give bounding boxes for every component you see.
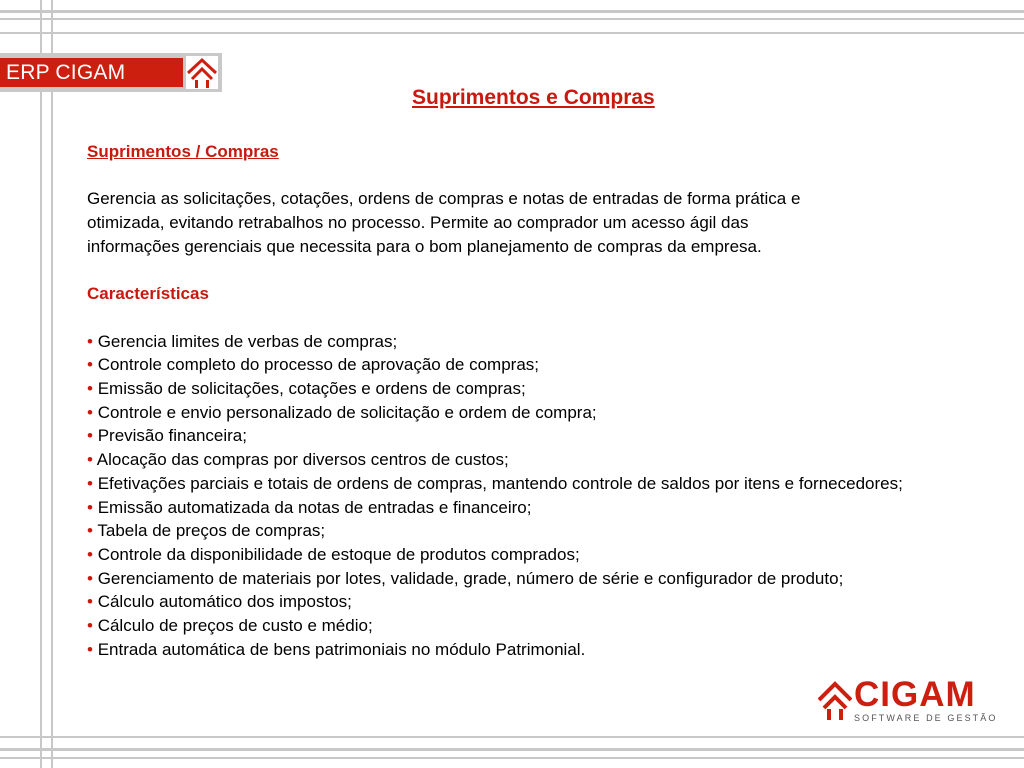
- bottom-rule-1: [0, 736, 1024, 738]
- list-item: [87, 401, 932, 425]
- top-rule-1: [0, 10, 1024, 13]
- bullet-icon: •: [87, 402, 93, 422]
- bullet-icon: •: [87, 331, 93, 351]
- bullet-icon: •: [87, 568, 93, 588]
- left-rule-1: [40, 0, 42, 768]
- house-icon: [186, 56, 218, 89]
- erp-badge: [0, 53, 222, 92]
- list-item: [87, 472, 932, 496]
- list-item-text: Controle completo do processo de aprovação de compras;: [97, 355, 539, 375]
- top-rule-3: [0, 32, 1024, 34]
- list-item: [87, 614, 932, 638]
- list-item: [87, 567, 932, 591]
- list-item: [87, 496, 932, 520]
- list-item-text: Controle da disponibilidade de estoque de produtos comprados;: [97, 544, 580, 564]
- section-heading-caracteristicas: Características: [87, 284, 209, 304]
- list-item: [87, 590, 932, 614]
- bullet-icon: •: [87, 378, 93, 398]
- left-rule-2: [51, 0, 53, 768]
- bullet-icon: •: [87, 426, 93, 446]
- list-item: [87, 638, 932, 662]
- bullet-icon: •: [87, 639, 93, 659]
- list-item-text: Emissão de solicitações, cotações e ordens de compras;: [97, 378, 526, 398]
- logo-wordmark: CIGAM: [854, 675, 976, 714]
- list-item-text: Cálculo automático dos impostos;: [97, 592, 352, 612]
- list-item-text: Efetivações parciais e totais de ordens de compras, mantendo controle de saldos por itens e fornecedores;: [97, 473, 903, 493]
- list-item: [87, 377, 932, 401]
- description-line: informações gerenciais que necessita para o bom planejamento de compras da empresa.: [87, 236, 762, 256]
- list-item-text: Tabela de preços de compras;: [97, 521, 326, 541]
- list-item-text: Entrada automática de bens patrimoniais no módulo Patrimonial.: [97, 639, 586, 659]
- bottom-rule-3: [0, 757, 1024, 759]
- description-line: otimizada, evitando retrabalhos no processo. Permite ao comprador um acesso ágil das: [87, 213, 749, 233]
- erp-badge-label: ERP CIGAM: [0, 58, 183, 87]
- cigam-house-icon: [818, 681, 852, 721]
- logo-tagline: SOFTWARE DE GESTÃO: [854, 713, 998, 723]
- list-item-text: Gerencia limites de verbas de compras;: [97, 331, 398, 351]
- bullet-icon: •: [87, 544, 93, 564]
- bullet-icon: •: [87, 592, 93, 612]
- spacer: [87, 259, 932, 283]
- slide-content: [87, 140, 932, 661]
- description-paragraph: [87, 187, 932, 258]
- spacer: [87, 164, 932, 188]
- spacer: [87, 306, 932, 330]
- bullet-icon: •: [87, 521, 93, 541]
- section-heading-suprimentos: Suprimentos / Compras: [87, 142, 279, 161]
- list-item: [87, 519, 932, 543]
- bullet-icon: •: [87, 497, 93, 517]
- top-rule-2: [0, 18, 1024, 20]
- list-item-text: Emissão automatizada da notas de entradas e financeiro;: [97, 497, 532, 517]
- bullet-icon: •: [87, 616, 93, 636]
- list-item-text: Cálculo de preços de custo e médio;: [97, 616, 373, 636]
- list-item: [87, 330, 932, 354]
- bottom-rule-2: [0, 748, 1024, 751]
- list-item-text: Previsão financeira;: [97, 426, 247, 446]
- list-item-text: Gerenciamento de materiais por lotes, validade, grade, número de série e configurador de produto;: [97, 568, 844, 588]
- list-item-text: Alocação das compras por diversos centros de custos;: [96, 450, 509, 470]
- list-item: [87, 448, 932, 472]
- bullet-icon: •: [87, 355, 93, 375]
- list-item: [87, 543, 932, 567]
- features-list: [87, 330, 932, 662]
- list-item: [87, 424, 932, 448]
- description-line: Gerencia as solicitações, cotações, ordens de compras e notas de entradas de forma prática e: [87, 189, 801, 209]
- bullet-icon: •: [87, 473, 93, 493]
- list-item: [87, 353, 932, 377]
- list-item-text: Controle e envio personalizado de solicitação e ordem de compra;: [97, 402, 597, 422]
- page-title: Suprimentos e Compras: [412, 86, 655, 109]
- cigam-logo: [818, 675, 1008, 723]
- bullet-icon: •: [87, 450, 93, 470]
